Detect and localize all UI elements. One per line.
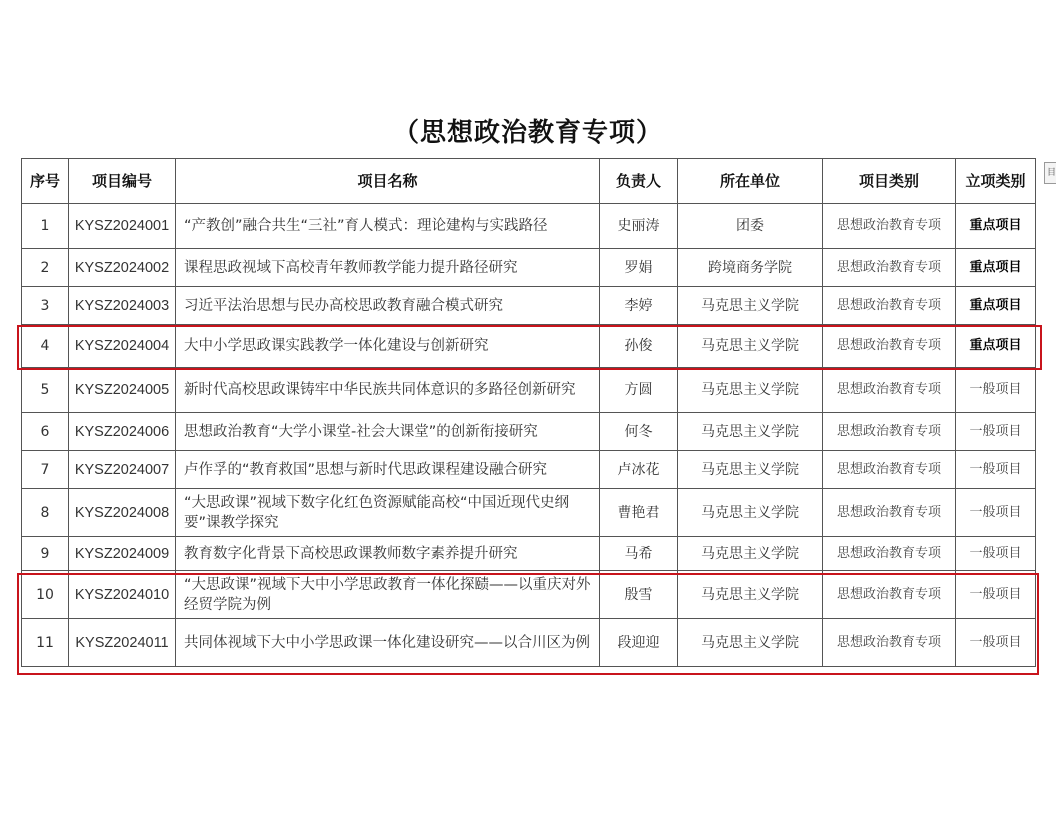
header-unit: 所在单位: [678, 159, 823, 204]
header-level: 立项类别: [956, 159, 1036, 204]
header-no: 序号: [22, 159, 69, 204]
cell-lead: 殷雪: [600, 571, 678, 619]
cell-category: 思想政治教育专项: [823, 571, 956, 619]
table-row: [22, 413, 1036, 451]
cell-level: 重点项目: [956, 325, 1036, 368]
cell-lead: 段迎迎: [600, 619, 678, 667]
cell-unit: 马克思主义学院: [678, 537, 823, 571]
table-header-row: [22, 159, 1036, 204]
cell-category: 思想政治教育专项: [823, 325, 956, 368]
cell-code: KYSZ2024001: [69, 204, 176, 249]
cell-no: 9: [22, 537, 69, 571]
cell-name: 卢作孚的“教育救国”思想与新时代思政课程建设融合研究: [176, 451, 600, 489]
cell-unit: 马克思主义学院: [678, 368, 823, 413]
cell-code: KYSZ2024011: [69, 619, 176, 667]
cell-lead: 何冬: [600, 413, 678, 451]
table-row: [22, 571, 1036, 619]
project-table: [21, 158, 1036, 667]
cell-lead: 罗娟: [600, 249, 678, 287]
cell-unit: 马克思主义学院: [678, 451, 823, 489]
table-row: [22, 619, 1036, 667]
header-code: 项目编号: [69, 159, 176, 204]
cell-level: 一般项目: [956, 571, 1036, 619]
cell-category: 思想政治教育专项: [823, 619, 956, 667]
table-row: [22, 287, 1036, 325]
cell-level: 重点项目: [956, 287, 1036, 325]
cell-lead: 李婷: [600, 287, 678, 325]
cell-name: “大思政课”视域下数字化红色资源赋能高校“中国近现代史纲要”课教学探究: [176, 489, 600, 537]
cell-code: KYSZ2024003: [69, 287, 176, 325]
cell-unit: 马克思主义学院: [678, 571, 823, 619]
cell-unit: 跨境商务学院: [678, 249, 823, 287]
cell-code: KYSZ2024005: [69, 368, 176, 413]
cell-no: 7: [22, 451, 69, 489]
cell-lead: 史丽涛: [600, 204, 678, 249]
cell-no: 4: [22, 325, 69, 368]
cell-level: 一般项目: [956, 537, 1036, 571]
cell-unit: 团委: [678, 204, 823, 249]
cell-level: 一般项目: [956, 368, 1036, 413]
cell-name: 思想政治教育“大学小课堂-社会大课堂”的创新衔接研究: [176, 413, 600, 451]
cell-name: 大中小学思政课实践教学一体化建设与创新研究: [176, 325, 600, 368]
cell-no: 2: [22, 249, 69, 287]
cell-level: 一般项目: [956, 489, 1036, 537]
cell-name: 教育数字化背景下高校思政课教师数字素养提升研究: [176, 537, 600, 571]
cell-level: 一般项目: [956, 451, 1036, 489]
cell-level: 一般项目: [956, 619, 1036, 667]
cell-code: KYSZ2024009: [69, 537, 176, 571]
cell-unit: 马克思主义学院: [678, 489, 823, 537]
cell-code: KYSZ2024006: [69, 413, 176, 451]
cell-name: 习近平法治思想与民办高校思政教育融合模式研究: [176, 287, 600, 325]
cell-level: 一般项目: [956, 413, 1036, 451]
page-edge-tab-icon: 目: [1044, 162, 1056, 184]
cell-name: “产教创”融合共生“三社”育人模式：理论建构与实践路径: [176, 204, 600, 249]
cell-no: 11: [22, 619, 69, 667]
cell-category: 思想政治教育专项: [823, 537, 956, 571]
cell-level: 重点项目: [956, 249, 1036, 287]
table-row: [22, 368, 1036, 413]
cell-category: 思想政治教育专项: [823, 489, 956, 537]
cell-unit: 马克思主义学院: [678, 619, 823, 667]
table-row: [22, 204, 1036, 249]
cell-category: 思想政治教育专项: [823, 451, 956, 489]
table-row: [22, 537, 1036, 571]
cell-lead: 马希: [600, 537, 678, 571]
table-row: [22, 249, 1036, 287]
cell-name: “大思政课”视域下大中小学思政教育一体化探赜——以重庆对外经贸学院为例: [176, 571, 600, 619]
table-row: [22, 451, 1036, 489]
cell-no: 10: [22, 571, 69, 619]
cell-no: 3: [22, 287, 69, 325]
cell-no: 6: [22, 413, 69, 451]
cell-lead: 卢冰花: [600, 451, 678, 489]
table-row: [22, 325, 1036, 368]
cell-code: KYSZ2024010: [69, 571, 176, 619]
cell-category: 思想政治教育专项: [823, 249, 956, 287]
cell-code: KYSZ2024007: [69, 451, 176, 489]
cell-no: 1: [22, 204, 69, 249]
header-category: 项目类别: [823, 159, 956, 204]
cell-unit: 马克思主义学院: [678, 325, 823, 368]
cell-lead: 方圆: [600, 368, 678, 413]
cell-lead: 曹艳君: [600, 489, 678, 537]
header-name: 项目名称: [176, 159, 600, 204]
cell-category: 思想政治教育专项: [823, 204, 956, 249]
cell-name: 共同体视域下大中小学思政课一体化建设研究——以合川区为例: [176, 619, 600, 667]
cell-unit: 马克思主义学院: [678, 413, 823, 451]
header-lead: 负责人: [600, 159, 678, 204]
cell-level: 重点项目: [956, 204, 1036, 249]
cell-code: KYSZ2024008: [69, 489, 176, 537]
cell-no: 5: [22, 368, 69, 413]
cell-category: 思想政治教育专项: [823, 413, 956, 451]
table-row: [22, 489, 1036, 537]
cell-name: 课程思政视域下高校青年教师教学能力提升路径研究: [176, 249, 600, 287]
cell-code: KYSZ2024002: [69, 249, 176, 287]
cell-no: 8: [22, 489, 69, 537]
cell-category: 思想政治教育专项: [823, 368, 956, 413]
cell-category: 思想政治教育专项: [823, 287, 956, 325]
cell-name: 新时代高校思政课铸牢中华民族共同体意识的多路径创新研究: [176, 368, 600, 413]
document-title: （思想政治教育专项）: [392, 118, 663, 148]
cell-unit: 马克思主义学院: [678, 287, 823, 325]
cell-lead: 孙俊: [600, 325, 678, 368]
cell-code: KYSZ2024004: [69, 325, 176, 368]
